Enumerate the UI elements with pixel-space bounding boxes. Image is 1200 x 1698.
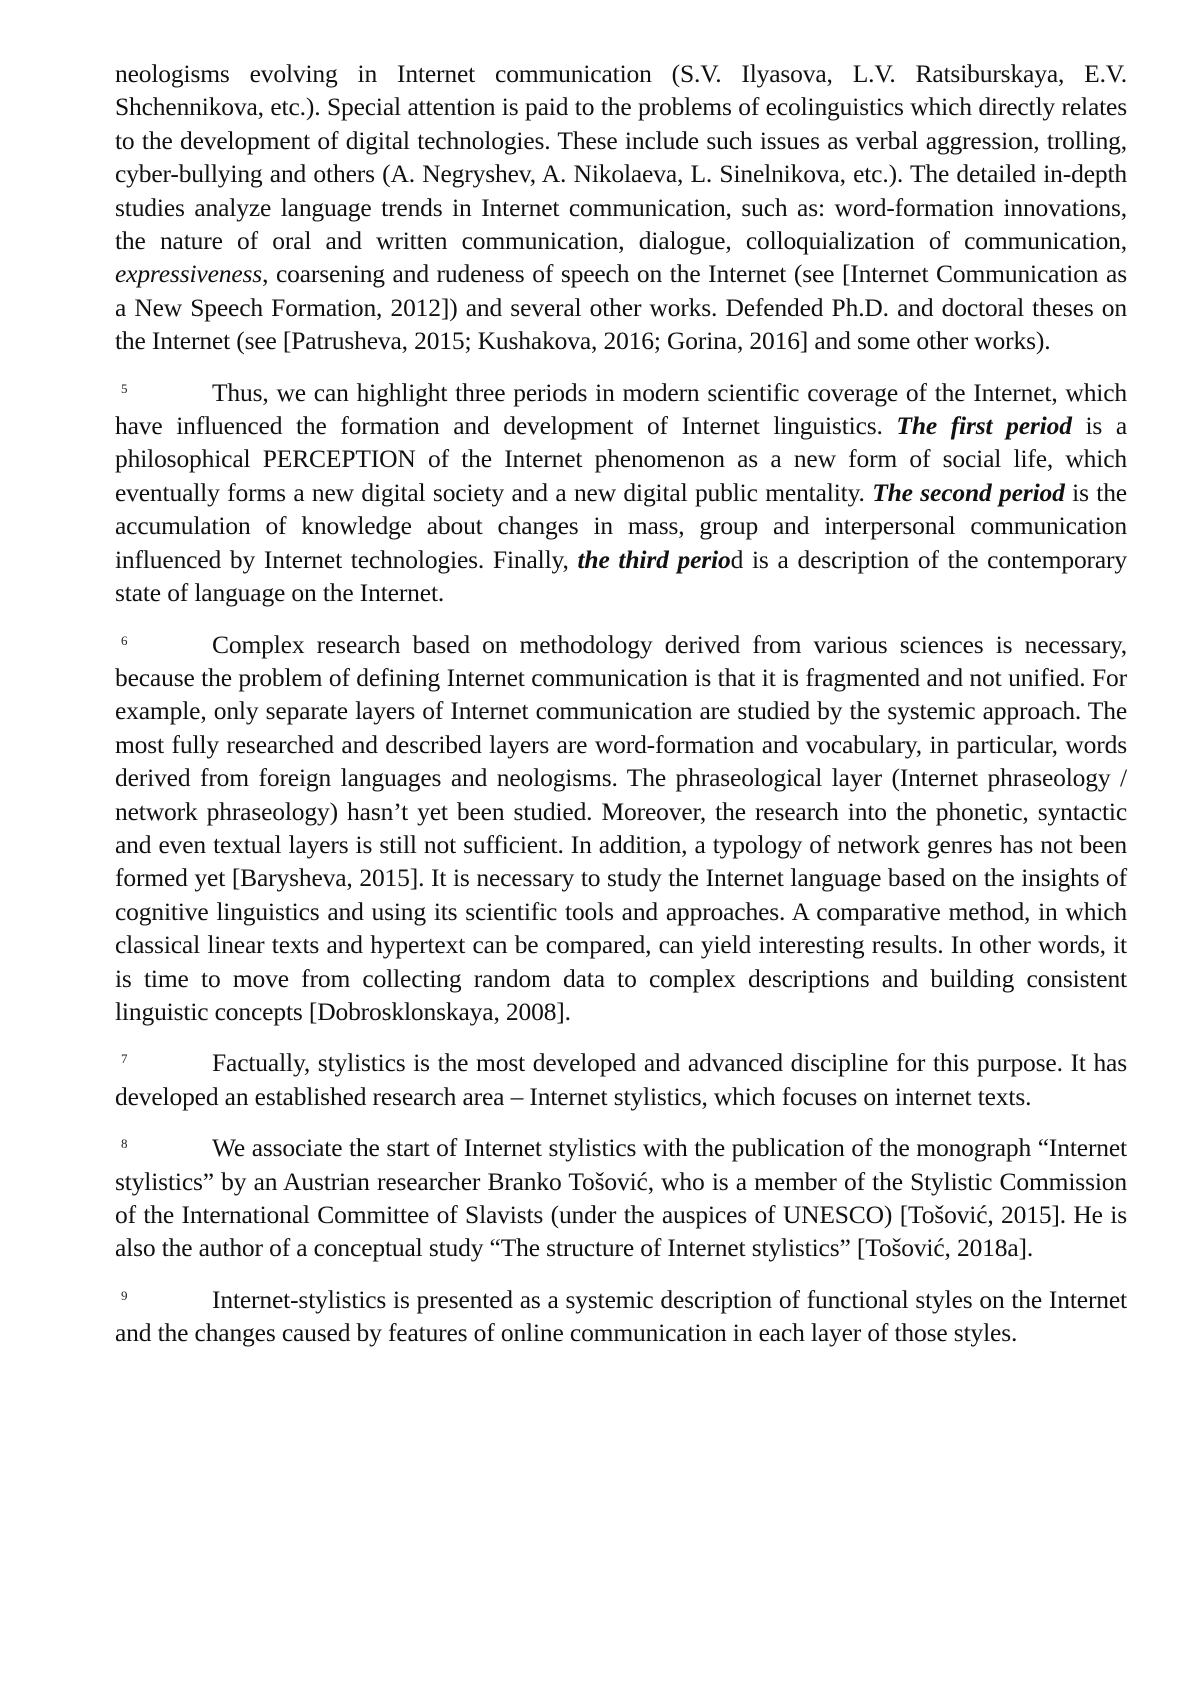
paragraph-number: 8 (121, 1136, 128, 1152)
paragraph-text: neologisms evolving in Internet communication (S.V. Ilyasova, L.V. Ratsiburskaya, E.V. Shchennikova, etc.). Special attention is paid to the problems of ecolinguistics which directly relates to the development of digital technologies. These include such issues as verbal aggression, trolling, cyber-bullying and others (A. Negryshev, A. Nikolaeva, L. Sinelnikova, etc.). The detailed in-depth studies analyze language trends in Internet communication, such as: word-formation innovations, the nature of oral and written communication, dialogue, colloquialization of communication, (115, 59, 1127, 256)
paragraph-6 (115, 628, 1127, 1029)
paragraph-text: Internet-stylistics is presented as a systemic description of functional styles on the Internet and the changes caused by features of online communication in each layer of those styles. (115, 1284, 1127, 1348)
paragraph-text: Thus, we can highlight three periods in modern scientific coverage of the Internet, which have influenced the formation and development of Internet linguistics. (115, 377, 1127, 441)
document-page (115, 57, 1127, 1368)
paragraph-7 (115, 1046, 1127, 1113)
paragraph-number: 6 (121, 632, 128, 648)
emphasis-bold-italic: The second period (872, 477, 1065, 507)
paragraph-number: 5 (121, 380, 128, 396)
paragraph-continued (115, 57, 1127, 358)
paragraph-number: 9 (121, 1287, 128, 1303)
paragraph-text: , coarsening and rudeness of speech on the Internet (see [Internet Communication as a New Speech Formation, 2012]) and several other works. Defended Ph.D. and doctoral theses on the Internet (see [Patrusheva, 2015; Kushakova, 2016; Gorina, 2016] and some other works). (115, 259, 1127, 356)
emphasis-italic: expressiveness (115, 259, 263, 289)
emphasis-bold-italic: the third perio (577, 544, 731, 574)
paragraph-8 (115, 1131, 1127, 1265)
paragraph-number: 7 (121, 1051, 128, 1067)
paragraph-text: Complex research based on methodology derived from various sciences is necessary, because the problem of defining Internet communication is that it is fragmented and not unified. For example, only separate layers of Internet communication are studied by the systemic approach. The most fully researched and described layers are word-formation and vocabulary, in particular, words derived from foreign languages and neologisms. The phraseological layer (Internet phraseology / network phraseology) hasn’t yet been studied. Moreover, the research into the phonetic, syntactic and even textual layers is still not sufficient. In addition, a typology of network genres has not been formed yet [Barysheva, 2015]. It is necessary to study the Internet language based on the insights of cognitive linguistics and using its scientific tools and approaches. A comparative method, in which classical linear texts and hypertext can be compared, can yield interesting results. In other words, it is time to move from collecting random data to complex descriptions and building consistent linguistic concepts [Dobrosklonskaya, 2008]. (115, 629, 1127, 1026)
paragraph-text: Factually, stylistics is the most developed and advanced discipline for this purpose. It has developed an established research area – Internet stylistics, which focuses on internet texts. (115, 1048, 1127, 1111)
paragraph-text: d is a description of the contemporary state of language on the Internet. (115, 544, 1127, 608)
paragraph-text: We associate the start of Internet stylistics with the publication of the monograph “Internet stylistics” by an Austrian researcher Branko Tošović, who is a member of the Stylistic Commission of the International Committee of Slavists (under the auspices of UNESCO) [Tošović, 2015]. He is also the author of a conceptual study “The structure of Internet stylistics” [Tošović, 2018a]. (115, 1133, 1127, 1263)
emphasis-bold-italic: The first period (896, 411, 1072, 441)
paragraph-9 (115, 1283, 1127, 1350)
paragraph-text: is a philosophical PERCEPTION of the Internet phenomenon as a new form of social life, which eventually forms a new digital society and a new digital public mentality. (115, 411, 1127, 507)
paragraph-text: is the accumulation of knowledge about changes in mass, group and interpersonal communication influenced by Internet technologies. Finally, (115, 477, 1127, 574)
paragraph-5 (115, 376, 1127, 610)
